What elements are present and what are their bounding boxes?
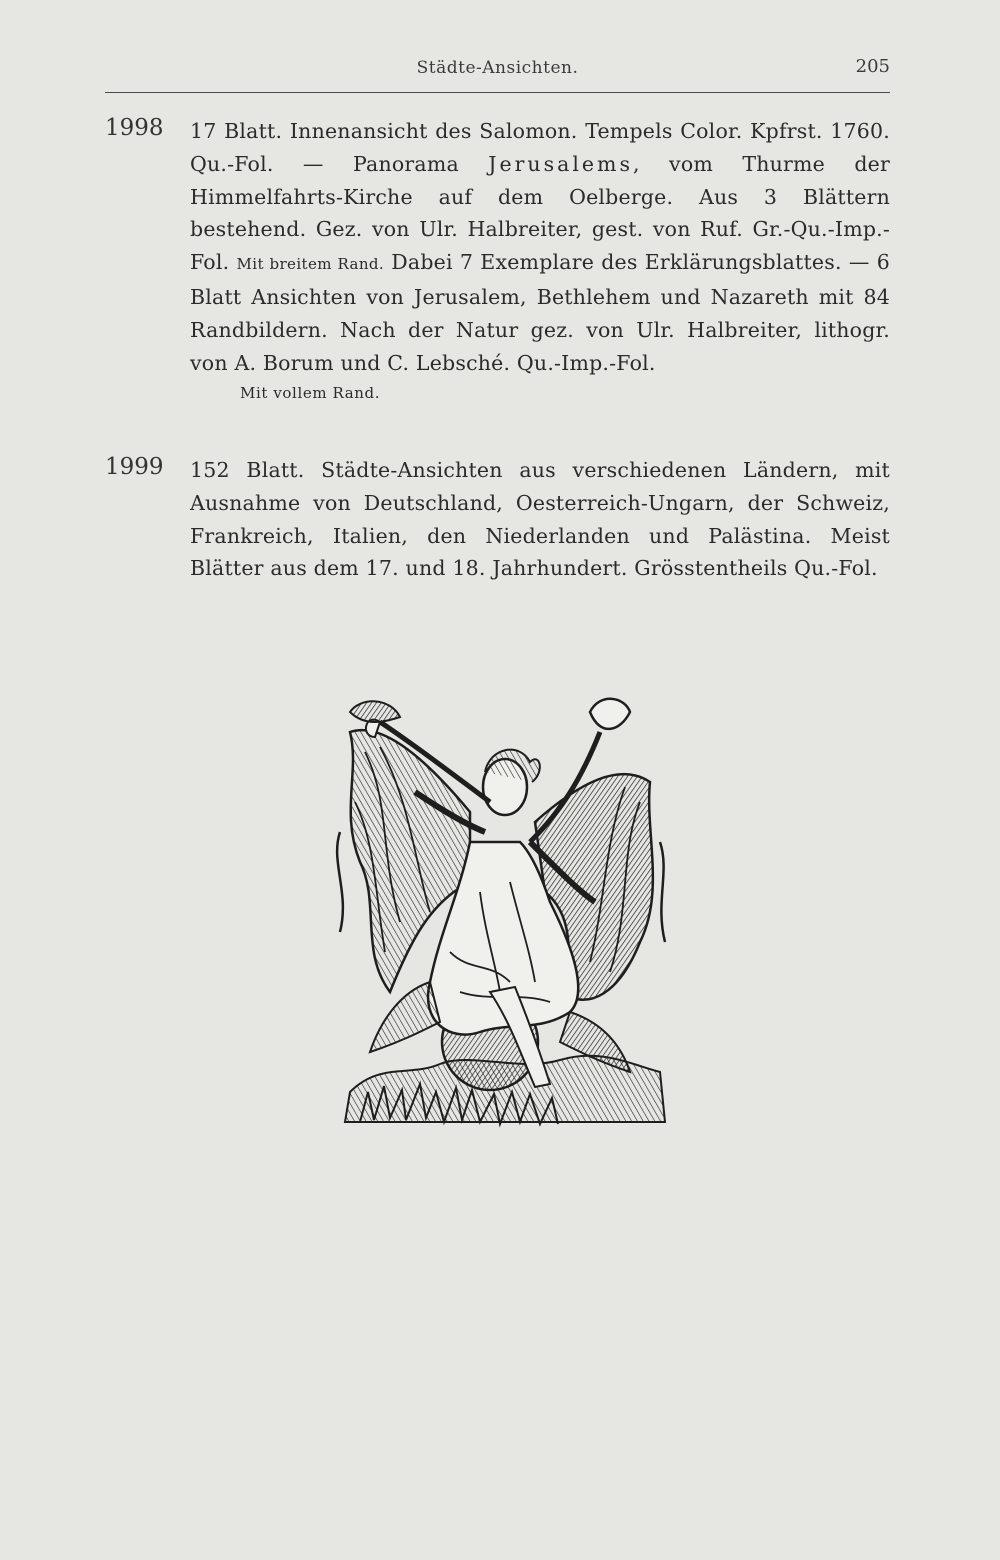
entry-text-part: Dabei 7 Exemplare des Erklärungsblattes. — 6 Blatt Ansichten von Jerusalem, Bethlehem und Nazareth mit 84 Randbildern. Nach der Natur gez. von Ulr. Halbreiter, lithogr. von A. Borum und C. Lebsché. Qu.-Imp.-Fol. [190,250,890,375]
angel-fame-woodcut-icon [320,692,680,1132]
entry-note: Mit vollem Rand. [240,384,381,403]
entry-text-spaced: Jerusalems [488,151,633,176]
catalog-entry-1999 [105,454,895,624]
entry-text-part: , vom Thurme der Himmelfahrts-Kirche auf dem Oelberge. Aus 3 Blättern bestehend. Gez. von Ulr. Halbreiter, gest. von Ruf. Gr.-Qu.-Imp.-Fol. [190,151,890,275]
entry-text-part: 17 Blatt. Innenansicht des Salomon. Tempels Color. Kpfrst. 1760. Qu.-Fol. — Panorama [190,119,890,176]
entry-number: 1998 [105,115,164,141]
catalog-entry-1998 [105,115,895,435]
entry-text-small: Mit breitem Rand. [236,255,385,274]
page-number: 205 [855,56,890,77]
entry-text [190,115,890,410]
running-head [105,52,890,93]
running-title: Städte-Ansichten. [416,58,579,78]
entry-text: 152 Blatt. Städte-Ansichten aus verschiedenen Ländern, mit Ausnahme von Deutschland, Oesterreich-Ungarn, der Schweiz, Frankreich, Italien, den Niederlanden und Palästina. Meist Blätter aus dem 17. und 18. Jahrhundert. Grösstentheils Qu.-Fol. [190,458,890,581]
entry-number: 1999 [105,454,164,480]
